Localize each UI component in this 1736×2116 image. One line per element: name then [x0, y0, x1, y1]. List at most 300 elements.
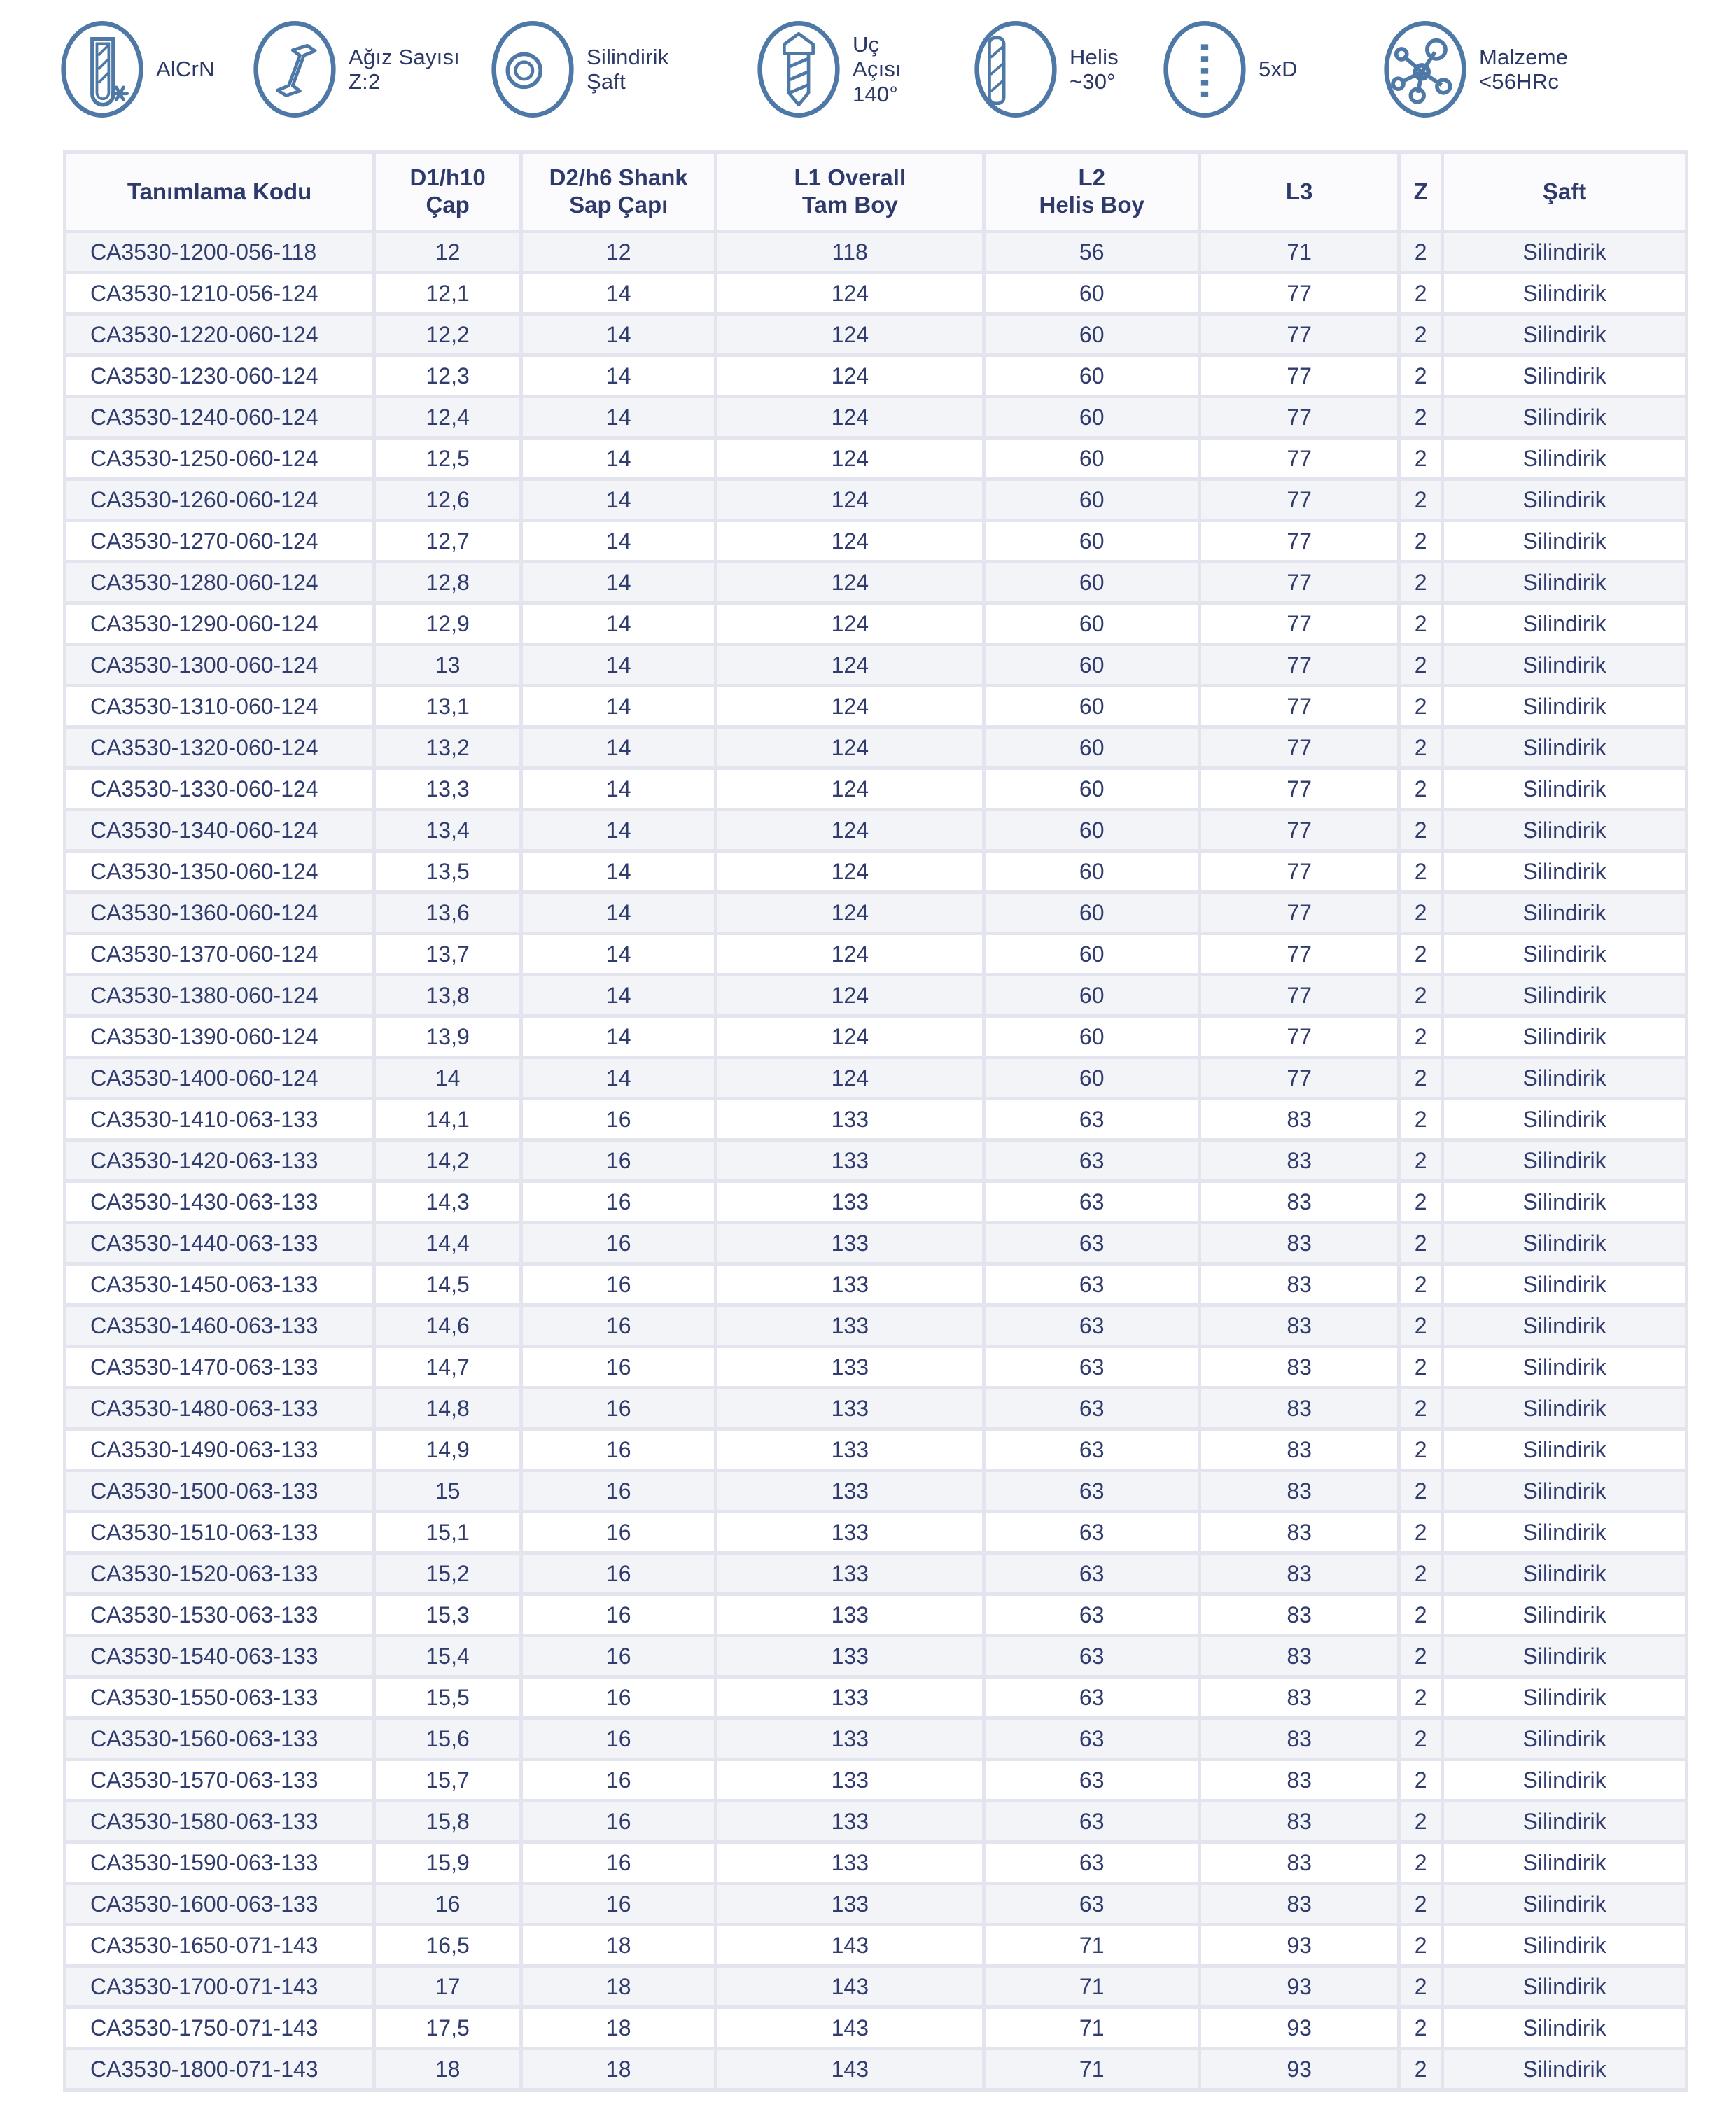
table-row: [66, 1266, 1685, 1303]
table-row: [66, 1926, 1685, 1964]
cell-saft: Silindirik: [1444, 1018, 1685, 1056]
cell-d2: 16: [523, 1389, 714, 1427]
feature-label-line: ~30°: [1070, 69, 1116, 94]
cell-l2: 60: [986, 687, 1198, 725]
cell-d1: 12,6: [376, 481, 519, 519]
cell-l2: 63: [986, 1389, 1198, 1427]
table-row: [66, 687, 1685, 725]
cell-l1: 124: [718, 357, 982, 395]
cell-d1: 13,6: [376, 894, 519, 932]
cell-d2: 18: [523, 2050, 714, 2088]
cell-l1: 143: [718, 2009, 982, 2047]
cell-d1: 15: [376, 1472, 519, 1510]
cell-code: CA3530-1320-060-124: [66, 729, 372, 766]
cell-l2: 63: [986, 1100, 1198, 1138]
col-header-l3: L3: [1201, 154, 1397, 230]
cell-l2: 63: [986, 1224, 1198, 1262]
cell-d1: 13,9: [376, 1018, 519, 1056]
col-header-l2: L2 Helis Boy: [986, 154, 1198, 230]
cell-d1: 15,5: [376, 1679, 519, 1716]
feature-label: [349, 45, 460, 94]
cell-d1: 16: [376, 1885, 519, 1923]
cell-saft: Silindirik: [1444, 1679, 1685, 1716]
cell-d2: 16: [523, 1307, 714, 1345]
concentric-shank-icon: [490, 19, 575, 120]
cell-d1: 13,8: [376, 976, 519, 1014]
helix-icon: [973, 19, 1058, 120]
cell-d1: 13: [376, 646, 519, 684]
cell-l1: 133: [718, 1844, 982, 1882]
flute-chip-icon: [252, 19, 337, 120]
cell-l2: 63: [986, 1637, 1198, 1675]
cell-l1: 124: [718, 563, 982, 601]
cell-code: CA3530-1390-060-124: [66, 1018, 372, 1056]
cell-d2: 14: [523, 316, 714, 353]
table-row: [66, 1637, 1685, 1675]
feature-label: [1479, 45, 1568, 94]
cell-d2: 16: [523, 1761, 714, 1799]
cell-l3: 77: [1201, 894, 1397, 932]
cell-l1: 133: [718, 1142, 982, 1179]
cell-d2: 14: [523, 770, 714, 808]
cell-l3: 83: [1201, 1802, 1397, 1840]
cell-d2: 16: [523, 1596, 714, 1634]
cell-l1: 133: [718, 1224, 982, 1262]
cell-saft: Silindirik: [1444, 1059, 1685, 1097]
cell-l1: 124: [718, 481, 982, 519]
cell-l1: 124: [718, 1059, 982, 1097]
cell-l3: 71: [1201, 233, 1397, 271]
table-row: [66, 1513, 1685, 1551]
cell-saft: Silindirik: [1444, 1885, 1685, 1923]
cell-l2: 60: [986, 935, 1198, 973]
cell-code: CA3530-1550-063-133: [66, 1679, 372, 1716]
cell-d2: 16: [523, 1224, 714, 1262]
cell-z: 2: [1401, 481, 1441, 519]
cell-d2: 14: [523, 1059, 714, 1097]
cell-l2: 60: [986, 853, 1198, 890]
cell-saft: Silindirik: [1444, 1844, 1685, 1882]
cell-d2: 18: [523, 1968, 714, 2005]
cell-l1: 133: [718, 1307, 982, 1345]
table-row: [66, 811, 1685, 849]
cell-d1: 15,7: [376, 1761, 519, 1799]
cell-l2: 60: [986, 605, 1198, 643]
cell-d1: 13,5: [376, 853, 519, 890]
material-molecule-icon: [1382, 19, 1468, 120]
table-row: [66, 1968, 1685, 2005]
cell-l1: 133: [718, 1389, 982, 1427]
cell-code: CA3530-1500-063-133: [66, 1472, 372, 1510]
cell-z: 2: [1401, 853, 1441, 890]
cell-saft: Silindirik: [1444, 605, 1685, 643]
cell-d2: 14: [523, 935, 714, 973]
cell-l3: 77: [1201, 440, 1397, 477]
table-header: [66, 154, 1685, 230]
cell-l2: 71: [986, 1926, 1198, 1964]
cell-code: CA3530-1450-063-133: [66, 1266, 372, 1303]
cell-d2: 16: [523, 1679, 714, 1716]
table-row: [66, 357, 1685, 395]
cell-l3: 93: [1201, 2009, 1397, 2047]
cell-z: 2: [1401, 1348, 1441, 1386]
cell-z: 2: [1401, 811, 1441, 849]
feature-silindirik-saft: [490, 17, 668, 122]
cell-l1: 143: [718, 1926, 982, 1964]
cell-saft: Silindirik: [1444, 1389, 1685, 1427]
cell-d2: 16: [523, 1431, 714, 1469]
table-row: [66, 605, 1685, 643]
cell-l3: 83: [1201, 1389, 1397, 1427]
col-header-d1: D1/h10 Çap: [376, 154, 519, 230]
table-row: [66, 1596, 1685, 1634]
cell-l3: 77: [1201, 357, 1397, 395]
table-row: [66, 770, 1685, 808]
cell-l3: 83: [1201, 1431, 1397, 1469]
cell-z: 2: [1401, 894, 1441, 932]
cell-d1: 12,3: [376, 357, 519, 395]
table-row: [66, 1802, 1685, 1840]
table-row: [66, 1059, 1685, 1097]
table-row: [66, 522, 1685, 560]
feature-label-line: Malzeme: [1479, 44, 1569, 69]
table-row: [66, 894, 1685, 932]
cell-l3: 77: [1201, 605, 1397, 643]
cell-l2: 60: [986, 481, 1198, 519]
table-row: [66, 233, 1685, 271]
cell-saft: Silindirik: [1444, 563, 1685, 601]
cell-code: CA3530-1340-060-124: [66, 811, 372, 849]
cell-z: 2: [1401, 976, 1441, 1014]
cell-saft: Silindirik: [1444, 1720, 1685, 1758]
feature-label-line: AlCrN: [156, 57, 215, 82]
cell-code: CA3530-1560-063-133: [66, 1720, 372, 1758]
cell-l2: 60: [986, 811, 1198, 849]
cell-l3: 77: [1201, 522, 1397, 560]
cell-d1: 14,3: [376, 1183, 519, 1221]
cell-l1: 133: [718, 1802, 982, 1840]
cell-l3: 77: [1201, 976, 1397, 1014]
cell-code: CA3530-1480-063-133: [66, 1389, 372, 1427]
cell-d2: 14: [523, 274, 714, 312]
cell-saft: Silindirik: [1444, 1513, 1685, 1551]
cell-l3: 77: [1201, 811, 1397, 849]
cell-z: 2: [1401, 1389, 1441, 1427]
cell-d2: 18: [523, 1926, 714, 1964]
cell-l2: 63: [986, 1266, 1198, 1303]
cell-l1: 124: [718, 522, 982, 560]
cell-code: CA3530-1210-056-124: [66, 274, 372, 312]
feature-icon-strip: [0, 0, 1736, 148]
cell-z: 2: [1401, 316, 1441, 353]
cell-saft: Silindirik: [1444, 2050, 1685, 2088]
cell-z: 2: [1401, 1844, 1441, 1882]
cell-l1: 124: [718, 770, 982, 808]
cell-l1: 124: [718, 894, 982, 932]
cell-l1: 124: [718, 605, 982, 643]
cell-l1: 133: [718, 1720, 982, 1758]
cell-l3: 83: [1201, 1513, 1397, 1551]
coated-drill-blank-icon: [59, 19, 145, 120]
cell-d2: 14: [523, 1018, 714, 1056]
table-row: [66, 1720, 1685, 1758]
cell-code: CA3530-1460-063-133: [66, 1307, 372, 1345]
feature-label-line: Silindirik: [587, 44, 669, 69]
cell-saft: Silindirik: [1444, 1142, 1685, 1179]
cell-z: 2: [1401, 1885, 1441, 1923]
cell-code: CA3530-1410-063-133: [66, 1100, 372, 1138]
cell-l3: 83: [1201, 1844, 1397, 1882]
table-row: [66, 1348, 1685, 1386]
cell-d2: 16: [523, 1844, 714, 1882]
cell-d1: 15,9: [376, 1844, 519, 1882]
cell-d1: 14,2: [376, 1142, 519, 1179]
cell-code: CA3530-1240-060-124: [66, 398, 372, 436]
cell-code: CA3530-1700-071-143: [66, 1968, 372, 2005]
feature-label-line: 5xD: [1259, 57, 1298, 82]
cell-saft: Silindirik: [1444, 398, 1685, 436]
cell-d1: 12,8: [376, 563, 519, 601]
cell-saft: Silindirik: [1444, 481, 1685, 519]
cell-l1: 124: [718, 274, 982, 312]
cell-d2: 18: [523, 2009, 714, 2047]
cell-l3: 93: [1201, 1968, 1397, 2005]
cell-saft: Silindirik: [1444, 440, 1685, 477]
cell-d2: 14: [523, 811, 714, 849]
point-angle-icon: [756, 19, 841, 120]
cell-l1: 133: [718, 1637, 982, 1675]
cell-l2: 63: [986, 1472, 1198, 1510]
feature-label-line: Z:2: [349, 69, 381, 94]
cell-d1: 12: [376, 233, 519, 271]
cell-saft: Silindirik: [1444, 770, 1685, 808]
cell-l2: 71: [986, 2050, 1198, 2088]
cell-code: CA3530-1260-060-124: [66, 481, 372, 519]
cell-l1: 143: [718, 2050, 982, 2088]
cell-l2: 60: [986, 316, 1198, 353]
table-row: [66, 935, 1685, 973]
cell-saft: Silindirik: [1444, 274, 1685, 312]
cell-l1: 133: [718, 1472, 982, 1510]
cell-saft: Silindirik: [1444, 853, 1685, 890]
table-row: [66, 646, 1685, 684]
cell-code: CA3530-1800-071-143: [66, 2050, 372, 2088]
feature-label-line: Şaft: [587, 69, 626, 94]
cell-saft: Silindirik: [1444, 729, 1685, 766]
cell-d2: 16: [523, 1266, 714, 1303]
cell-z: 2: [1401, 687, 1441, 725]
feature-label-line: <56HRc: [1479, 69, 1560, 94]
cell-z: 2: [1401, 1555, 1441, 1592]
cell-l1: 124: [718, 811, 982, 849]
cell-l2: 60: [986, 1018, 1198, 1056]
cell-code: CA3530-1220-060-124: [66, 316, 372, 353]
feature-label: [1070, 45, 1119, 94]
cell-l1: 143: [718, 1968, 982, 2005]
cell-d2: 16: [523, 1142, 714, 1179]
cell-d2: 14: [523, 646, 714, 684]
cell-d1: 14,7: [376, 1348, 519, 1386]
table-row: [66, 563, 1685, 601]
cell-d2: 16: [523, 1100, 714, 1138]
col-header-l1: L1 Overall Tam Boy: [718, 154, 982, 230]
cell-l2: 56: [986, 233, 1198, 271]
cell-z: 2: [1401, 1266, 1441, 1303]
cell-l3: 83: [1201, 1555, 1397, 1592]
cell-saft: Silindirik: [1444, 1596, 1685, 1634]
cell-z: 2: [1401, 1968, 1441, 2005]
cell-l1: 124: [718, 440, 982, 477]
cell-d1: 15,3: [376, 1596, 519, 1634]
table-row: [66, 1431, 1685, 1469]
cell-d1: 17,5: [376, 2009, 519, 2047]
cell-l1: 133: [718, 1761, 982, 1799]
cell-d1: 13,3: [376, 770, 519, 808]
cell-d2: 16: [523, 1183, 714, 1221]
feature-helis: [973, 17, 1119, 122]
cell-l2: 60: [986, 522, 1198, 560]
cell-d1: 14,4: [376, 1224, 519, 1262]
table-row: [66, 729, 1685, 766]
cell-z: 2: [1401, 1183, 1441, 1221]
cell-l2: 71: [986, 2009, 1198, 2047]
cell-code: CA3530-1470-063-133: [66, 1348, 372, 1386]
cell-d1: 16,5: [376, 1926, 519, 1964]
cell-l1: 124: [718, 935, 982, 973]
cell-d2: 14: [523, 522, 714, 560]
cell-d2: 16: [523, 1555, 714, 1592]
cell-saft: Silindirik: [1444, 522, 1685, 560]
cell-d2: 14: [523, 687, 714, 725]
table-row: [66, 1844, 1685, 1882]
cell-z: 2: [1401, 1802, 1441, 1840]
cell-d1: 13,1: [376, 687, 519, 725]
cell-l3: 77: [1201, 646, 1397, 684]
cell-code: CA3530-1310-060-124: [66, 687, 372, 725]
cell-d2: 14: [523, 563, 714, 601]
feature-label-line: Helis: [1070, 44, 1119, 69]
cell-l2: 63: [986, 1679, 1198, 1716]
cell-code: CA3530-1280-060-124: [66, 563, 372, 601]
cell-saft: Silindirik: [1444, 1802, 1685, 1840]
cell-code: CA3530-1400-060-124: [66, 1059, 372, 1097]
table-row: [66, 976, 1685, 1014]
cell-z: 2: [1401, 1142, 1441, 1179]
table-row: [66, 1142, 1685, 1179]
cell-l3: 93: [1201, 1926, 1397, 1964]
feature-label-line: 140°: [853, 81, 898, 106]
cell-d1: 15,4: [376, 1637, 519, 1675]
cell-l2: 60: [986, 770, 1198, 808]
dashed-length-icon: [1162, 19, 1247, 120]
cell-d2: 14: [523, 440, 714, 477]
cell-l1: 124: [718, 1018, 982, 1056]
cell-code: CA3530-1580-063-133: [66, 1802, 372, 1840]
cell-l1: 124: [718, 729, 982, 766]
cell-l1: 118: [718, 233, 982, 271]
cell-l1: 133: [718, 1266, 982, 1303]
cell-z: 2: [1401, 2050, 1441, 2088]
cell-d2: 16: [523, 1802, 714, 1840]
cell-l2: 60: [986, 563, 1198, 601]
cell-z: 2: [1401, 935, 1441, 973]
feature-label-line: Ağız Sayısı: [349, 44, 460, 69]
feature-label: [587, 45, 668, 94]
cell-l1: 124: [718, 687, 982, 725]
cell-l2: 63: [986, 1183, 1198, 1221]
cell-l3: 77: [1201, 935, 1397, 973]
table-body: [66, 233, 1685, 2088]
cell-l3: 77: [1201, 563, 1397, 601]
cell-saft: Silindirik: [1444, 316, 1685, 353]
cell-l2: 60: [986, 440, 1198, 477]
cell-z: 2: [1401, 1224, 1441, 1262]
cell-z: 2: [1401, 770, 1441, 808]
cell-code: CA3530-1360-060-124: [66, 894, 372, 932]
cell-saft: Silindirik: [1444, 1183, 1685, 1221]
feature-label-line: Açısı: [853, 57, 902, 82]
cell-l3: 83: [1201, 1183, 1397, 1221]
cell-l2: 60: [986, 729, 1198, 766]
table-row: [66, 2050, 1685, 2088]
cell-l2: 63: [986, 1761, 1198, 1799]
cell-d2: 16: [523, 1513, 714, 1551]
cell-saft: Silindirik: [1444, 1431, 1685, 1469]
cell-d1: 12,1: [376, 274, 519, 312]
cell-l1: 133: [718, 1596, 982, 1634]
cell-l3: 77: [1201, 853, 1397, 890]
cell-d2: 12: [523, 233, 714, 271]
table-row: [66, 316, 1685, 353]
cell-l1: 133: [718, 1100, 982, 1138]
cell-saft: Silindirik: [1444, 1472, 1685, 1510]
cell-l3: 83: [1201, 1679, 1397, 1716]
cell-l1: 124: [718, 316, 982, 353]
cell-l2: 60: [986, 976, 1198, 1014]
cell-d2: 14: [523, 605, 714, 643]
cell-l3: 93: [1201, 2050, 1397, 2088]
table-row: [66, 1018, 1685, 1056]
cell-code: CA3530-1440-063-133: [66, 1224, 372, 1262]
cell-l3: 77: [1201, 687, 1397, 725]
cell-d1: 17: [376, 1968, 519, 2005]
table-row: [66, 1224, 1685, 1262]
cell-code: CA3530-1530-063-133: [66, 1596, 372, 1634]
cell-code: CA3530-1540-063-133: [66, 1637, 372, 1675]
cell-l3: 83: [1201, 1142, 1397, 1179]
feature-label-line: Uç: [853, 32, 880, 57]
cell-d1: 14,1: [376, 1100, 519, 1138]
cell-l3: 83: [1201, 1637, 1397, 1675]
table-row: [66, 274, 1685, 312]
cell-z: 2: [1401, 1059, 1441, 1097]
cell-d1: 12,9: [376, 605, 519, 643]
col-header-tanimlama-kodu: Tanımlama Kodu: [66, 154, 372, 230]
cell-l1: 133: [718, 1555, 982, 1592]
cell-code: CA3530-1570-063-133: [66, 1761, 372, 1799]
cell-code: CA3530-1230-060-124: [66, 357, 372, 395]
cell-z: 2: [1401, 2009, 1441, 2047]
cell-z: 2: [1401, 398, 1441, 436]
cell-saft: Silindirik: [1444, 1100, 1685, 1138]
cell-d1: 15,6: [376, 1720, 519, 1758]
cell-l2: 63: [986, 1885, 1198, 1923]
table-row: [66, 481, 1685, 519]
cell-z: 2: [1401, 1720, 1441, 1758]
cell-code: CA3530-1600-063-133: [66, 1885, 372, 1923]
cell-saft: Silindirik: [1444, 976, 1685, 1014]
cell-code: CA3530-1750-071-143: [66, 2009, 372, 2047]
